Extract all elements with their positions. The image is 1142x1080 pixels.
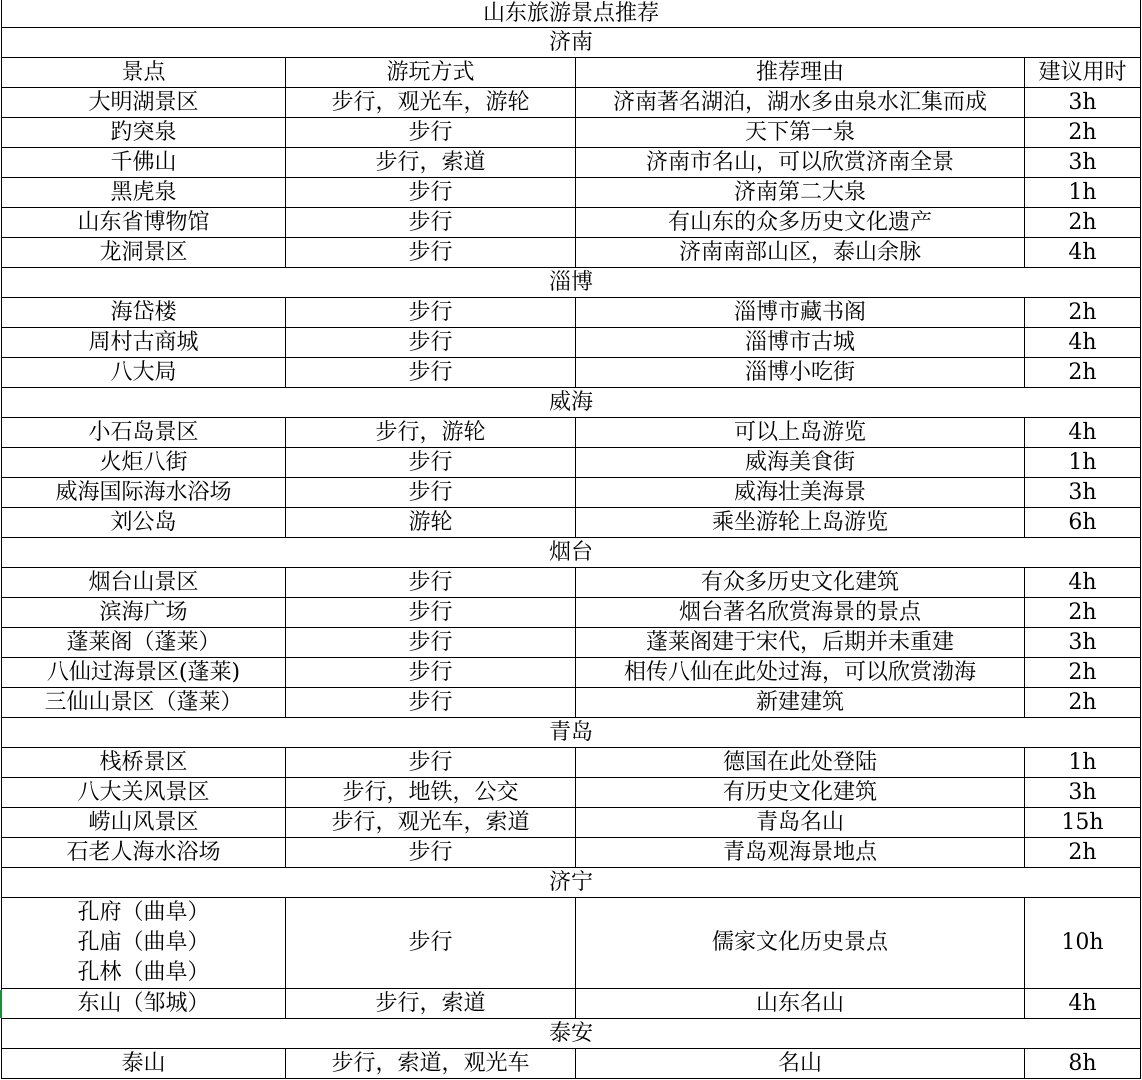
time-cell[interactable]: 1h xyxy=(1025,448,1141,478)
spot-cell[interactable]: 威海国际海水浴场 xyxy=(2,478,286,508)
mode-cell[interactable]: 步行 xyxy=(286,328,576,358)
time-cell[interactable]: 2h xyxy=(1025,208,1141,238)
table-row xyxy=(2,448,1141,478)
reason-cell[interactable]: 相传八仙在此处过海，可以欣赏渤海 xyxy=(576,658,1025,688)
time-cell[interactable]: 3h xyxy=(1025,628,1141,658)
table-row xyxy=(2,778,1141,808)
mode-cell[interactable]: 步行 xyxy=(286,898,576,989)
reason-cell[interactable]: 儒家文化历史景点 xyxy=(576,898,1025,989)
region-row xyxy=(2,388,1141,418)
region-name[interactable]: 淄博 xyxy=(2,268,1141,298)
mode-cell[interactable]: 步行，索道 xyxy=(286,148,576,178)
table-row xyxy=(2,88,1141,118)
reason-cell[interactable]: 淄博小吃街 xyxy=(576,358,1025,388)
mode-cell[interactable]: 步行 xyxy=(286,628,576,658)
region-row xyxy=(2,718,1141,748)
spot-cell[interactable]: 烟台山景区 xyxy=(2,568,286,598)
mode-cell[interactable]: 步行 xyxy=(286,298,576,328)
header-reason[interactable]: 推荐理由 xyxy=(576,58,1025,88)
time-cell[interactable]: 2h xyxy=(1025,298,1141,328)
table-row xyxy=(2,298,1141,328)
time-cell[interactable]: 4h xyxy=(1025,238,1141,268)
header-time[interactable]: 建议用时 xyxy=(1025,58,1141,88)
time-cell[interactable]: 2h xyxy=(1025,688,1141,718)
region-name[interactable]: 济宁 xyxy=(2,868,1141,898)
mode-cell[interactable]: 步行 xyxy=(286,688,576,718)
table-row xyxy=(2,238,1141,268)
mode-cell[interactable]: 游轮 xyxy=(286,508,576,538)
spot-cell[interactable]: 小石岛景区 xyxy=(2,418,286,448)
spot-cell[interactable]: 泰山 xyxy=(2,1049,286,1079)
time-cell[interactable]: 4h xyxy=(1025,328,1141,358)
region-row xyxy=(2,538,1141,568)
spot-cell[interactable]: 黑虎泉 xyxy=(2,178,286,208)
time-cell[interactable]: 3h xyxy=(1025,478,1141,508)
region-row xyxy=(2,1019,1141,1049)
spot-cell[interactable]: 栈桥景区 xyxy=(2,748,286,778)
reason-cell[interactable]: 新建建筑 xyxy=(576,688,1025,718)
header-mode[interactable]: 游玩方式 xyxy=(286,58,576,88)
mode-cell[interactable]: 步行 xyxy=(286,478,576,508)
reason-cell[interactable]: 乘坐游轮上岛游览 xyxy=(576,508,1025,538)
spot-cell[interactable]: 八大关风景区 xyxy=(2,778,286,808)
spot-cell[interactable]: 崂山风景区 xyxy=(2,808,286,838)
mode-cell[interactable]: 步行，索道 xyxy=(286,989,576,1019)
table-row xyxy=(2,688,1141,718)
spot-name: 孔林（曲阜） xyxy=(77,960,210,985)
time-cell[interactable]: 8h xyxy=(1025,1049,1141,1079)
table-row xyxy=(2,328,1141,358)
spot-cell[interactable]: 八仙过海景区(蓬莱) xyxy=(2,658,286,688)
spot-cell[interactable]: 滨海广场 xyxy=(2,598,286,628)
title-row xyxy=(2,0,1141,28)
table-row xyxy=(2,478,1141,508)
mode-cell[interactable]: 步行 xyxy=(286,118,576,148)
mode-cell[interactable]: 步行 xyxy=(286,748,576,778)
table-row xyxy=(2,989,1141,1019)
mode-cell[interactable]: 步行 xyxy=(286,448,576,478)
reason-cell[interactable]: 威海壮美海景 xyxy=(576,478,1025,508)
table-row xyxy=(2,418,1141,448)
region-name[interactable]: 泰安 xyxy=(2,1019,1141,1049)
region-row xyxy=(2,268,1141,298)
spot-cell[interactable]: 石老人海水浴场 xyxy=(2,838,286,868)
header-spot[interactable]: 景点 xyxy=(2,58,286,88)
table-row xyxy=(2,838,1141,868)
time-cell[interactable]: 4h xyxy=(1025,568,1141,598)
table-row xyxy=(2,568,1141,598)
mode-cell[interactable]: 步行 xyxy=(286,178,576,208)
reason-cell[interactable]: 青岛观海景地点 xyxy=(576,838,1025,868)
spot-cell[interactable]: 山东省博物馆 xyxy=(2,208,286,238)
time-cell[interactable]: 1h xyxy=(1025,178,1141,208)
table-row xyxy=(2,118,1141,148)
reason-cell[interactable]: 德国在此处登陆 xyxy=(576,748,1025,778)
spot-name: 孔府（曲阜） xyxy=(77,900,210,925)
mode-cell[interactable]: 步行 xyxy=(286,568,576,598)
time-cell[interactable]: 2h xyxy=(1025,838,1141,868)
table-row xyxy=(2,358,1141,388)
spot-cell[interactable]: 千佛山 xyxy=(2,148,286,178)
reason-cell[interactable]: 济南第二大泉 xyxy=(576,178,1025,208)
time-cell[interactable]: 3h xyxy=(1025,148,1141,178)
header-row xyxy=(2,58,1141,88)
reason-cell[interactable]: 淄博市藏书阁 xyxy=(576,298,1025,328)
mode-cell[interactable]: 步行，地铁，公交 xyxy=(286,778,576,808)
mode-cell[interactable]: 步行，游轮 xyxy=(286,418,576,448)
reason-cell[interactable]: 有历史文化建筑 xyxy=(576,778,1025,808)
time-cell[interactable]: 4h xyxy=(1025,418,1141,448)
table-row xyxy=(2,808,1141,838)
table-title[interactable]: 山东旅游景点推荐 xyxy=(2,0,1141,28)
reason-cell[interactable]: 天下第一泉 xyxy=(576,118,1025,148)
region-name[interactable]: 烟台 xyxy=(2,538,1141,568)
mode-cell[interactable]: 步行 xyxy=(286,838,576,868)
mode-cell[interactable]: 步行，索道，观光车 xyxy=(286,1049,576,1079)
reason-cell[interactable]: 有众多历史文化建筑 xyxy=(576,568,1025,598)
time-cell[interactable]: 2h xyxy=(1025,358,1141,388)
reason-cell[interactable]: 济南南部山区，泰山余脉 xyxy=(576,238,1025,268)
region-row xyxy=(2,868,1141,898)
spot-cell[interactable]: 刘公岛 xyxy=(2,508,286,538)
spot-cell[interactable]: 八大局 xyxy=(2,358,286,388)
region-name[interactable]: 济南 xyxy=(2,28,1141,58)
table-row xyxy=(2,1049,1141,1079)
table-row xyxy=(2,748,1141,778)
mode-cell[interactable]: 步行 xyxy=(286,658,576,688)
time-cell[interactable]: 2h xyxy=(1025,598,1141,628)
table-row xyxy=(2,898,1141,989)
reason-cell[interactable]: 可以上岛游览 xyxy=(576,418,1025,448)
time-cell[interactable]: 2h xyxy=(1025,658,1141,688)
mode-cell[interactable]: 步行，观光车，游轮 xyxy=(286,88,576,118)
time-cell[interactable]: 2h xyxy=(1025,118,1141,148)
time-cell[interactable]: 10h xyxy=(1025,898,1141,989)
spot-cell[interactable]: 三仙山景区（蓬莱） xyxy=(2,688,286,718)
mode-cell[interactable]: 步行 xyxy=(286,358,576,388)
time-cell[interactable]: 3h xyxy=(1025,778,1141,808)
row-selection-marker xyxy=(0,990,2,1018)
table-row xyxy=(2,208,1141,238)
spot-cell[interactable]: 龙洞景区 xyxy=(2,238,286,268)
spot-cell[interactable]: 趵突泉 xyxy=(2,118,286,148)
reason-cell[interactable]: 名山 xyxy=(576,1049,1025,1079)
region-name[interactable]: 威海 xyxy=(2,388,1141,418)
table-row xyxy=(2,628,1141,658)
mode-cell[interactable]: 步行 xyxy=(286,238,576,268)
spot-name: 孔庙（曲阜） xyxy=(77,930,210,955)
time-cell[interactable]: 1h xyxy=(1025,748,1141,778)
spot-cell[interactable]: 海岱楼 xyxy=(2,298,286,328)
mode-cell[interactable]: 步行，观光车，索道 xyxy=(286,808,576,838)
reason-cell[interactable]: 烟台著名欣赏海景的景点 xyxy=(576,598,1025,628)
time-cell[interactable]: 4h xyxy=(1025,989,1141,1019)
reason-cell[interactable]: 山东名山 xyxy=(576,989,1025,1019)
time-cell[interactable]: 6h xyxy=(1025,508,1141,538)
reason-cell[interactable]: 威海美食街 xyxy=(576,448,1025,478)
spot-cell[interactable]: 火炬八街 xyxy=(2,448,286,478)
table-row xyxy=(2,508,1141,538)
region-name[interactable]: 青岛 xyxy=(2,718,1141,748)
reason-cell[interactable]: 有山东的众多历史文化遗产 xyxy=(576,208,1025,238)
spot-cell[interactable]: 周村古商城 xyxy=(2,328,286,358)
reason-cell[interactable]: 济南市名山，可以欣赏济南全景 xyxy=(576,148,1025,178)
mode-cell[interactable]: 步行 xyxy=(286,208,576,238)
table-row xyxy=(2,598,1141,628)
reason-cell[interactable]: 济南著名湖泊，湖水多由泉水汇集而成 xyxy=(576,88,1025,118)
time-cell[interactable]: 3h xyxy=(1025,88,1141,118)
table-row xyxy=(2,148,1141,178)
spot-cell[interactable]: 东山（邹城） xyxy=(2,989,286,1019)
reason-cell[interactable]: 淄博市古城 xyxy=(576,328,1025,358)
table-row xyxy=(2,178,1141,208)
time-cell[interactable]: 15h xyxy=(1025,808,1141,838)
mode-cell[interactable]: 步行 xyxy=(286,598,576,628)
spot-cell[interactable]: 大明湖景区 xyxy=(2,88,286,118)
region-row xyxy=(2,28,1141,58)
spot-cell-group[interactable] xyxy=(2,898,286,989)
reason-cell[interactable]: 青岛名山 xyxy=(576,808,1025,838)
spot-cell[interactable]: 蓬莱阁（蓬莱） xyxy=(2,628,286,658)
table-row xyxy=(2,658,1141,688)
reason-cell[interactable]: 蓬莱阁建于宋代，后期并未重建 xyxy=(576,628,1025,658)
attractions-table xyxy=(1,0,1141,1079)
